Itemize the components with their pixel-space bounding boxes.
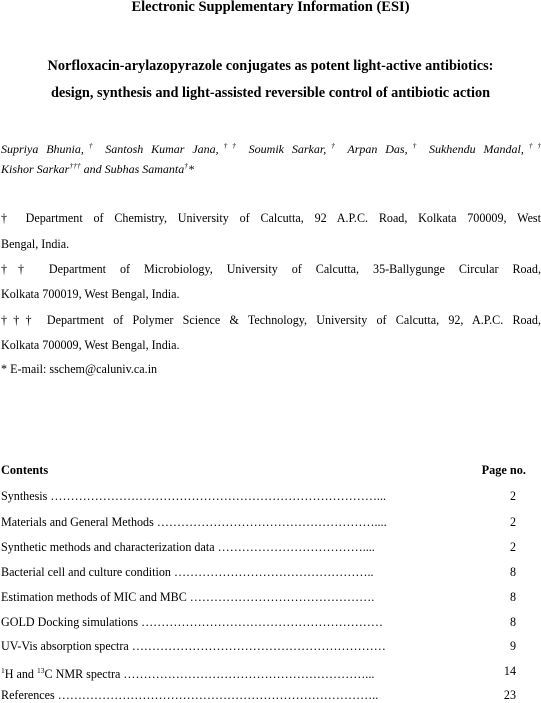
- isotope-superscript: 1: [1, 666, 5, 675]
- paper-title-line-1: Norfloxacin-arylazopyrazole conjugates as potent light-active antibiotics:: [47, 58, 494, 74]
- affiliation-mark: †††: [69, 161, 81, 170]
- toc-entry[interactable]: [1, 488, 541, 504]
- contact-email: * E-mail: sschem@caluniv.ca.in: [1, 362, 158, 376]
- contents-header: [1, 462, 541, 478]
- toc-entry-page: 23: [503, 688, 516, 702]
- toc-entry[interactable]: [1, 514, 541, 530]
- toc-entry-page: 8: [509, 565, 516, 579]
- affiliation-mark: †: [83, 141, 98, 150]
- affiliation-polymer-line-1: ††† Department of Polymer Science & Technology, University of Calcutta, 92, A.P.C. Road,: [1, 313, 541, 327]
- toc-entry-label: H and: [4, 667, 37, 681]
- corresponding-star: *: [188, 162, 195, 176]
- author-name: Kishor Sarkar: [1, 162, 70, 176]
- toc-entry-label: C NMR spectra ……………………………………………………...: [44, 667, 375, 681]
- author-name: Soumik Sarkar,: [248, 142, 327, 156]
- toc-entry[interactable]: [1, 564, 541, 580]
- toc-entry-label: Bacterial cell and culture condition …………………………………………..: [1, 565, 374, 579]
- author-name: and Subhas Samanta: [80, 162, 185, 176]
- toc-entry-page: 2: [509, 489, 516, 503]
- toc-entry-page: 9: [509, 639, 516, 653]
- author-list-line-2: [1, 158, 541, 177]
- toc-entry-label: Synthetic methods and characterization data ………………………………....: [1, 540, 375, 554]
- toc-entry-page: 14: [503, 664, 516, 678]
- esi-title: Electronic Supplementary Information (ESI): [131, 0, 410, 15]
- toc-entry-page: 8: [509, 615, 516, 629]
- affiliation-mark: ††: [523, 141, 541, 150]
- affiliation-microbiology-line-1: †† Department of Microbiology, University of Calcutta, 35-Ballygunge Circular Road,: [1, 262, 541, 276]
- paper-title-line-2: design, synthesis and light-assisted reversible control of antibiotic action: [50, 85, 491, 101]
- author-name: Supriya Bhunia,: [1, 142, 84, 156]
- affiliation-mark: †: [184, 161, 189, 170]
- affiliation-microbiology-line-2: Kolkata 700019, West Bengal, India.: [1, 287, 180, 301]
- affiliation-mark: ††: [218, 141, 241, 150]
- isotope-superscript: 13: [37, 666, 45, 675]
- toc-entry-page: 8: [509, 590, 516, 604]
- toc-entry[interactable]: [1, 539, 541, 555]
- toc-entry[interactable]: [1, 589, 541, 605]
- author-name: Sukhendu Mandal,: [428, 142, 524, 156]
- affiliation-chemistry-line-1: † Department of Chemistry, University of Calcutta, 92 A.P.C. Road, Kolkata 700009, West: [1, 211, 541, 225]
- toc-entry-page: 2: [509, 540, 516, 554]
- affiliation-chemistry-line-2: Bengal, India.: [1, 237, 70, 251]
- toc-entry-label: Estimation methods of MIC and MBC ……………………………………….: [1, 590, 375, 604]
- toc-entry[interactable]: [1, 663, 541, 682]
- toc-entry-label: Synthesis ………………………………………………………………………...: [1, 489, 386, 503]
- affiliation-mark: †: [326, 141, 340, 150]
- toc-entry[interactable]: [1, 638, 541, 654]
- toc-entry-label: GOLD Docking simulations ……………………………………………………: [1, 615, 383, 629]
- author-list-line-1: [1, 138, 541, 157]
- toc-entry-label: References ……………………………………………………………………..: [1, 688, 379, 702]
- contents-heading: Contents: [1, 463, 49, 477]
- affiliation-mark: †: [407, 141, 422, 150]
- toc-entry[interactable]: [1, 614, 541, 630]
- toc-entry-label: Materials and General Methods ………………………………………………....: [1, 515, 387, 529]
- toc-entry-label: UV-Vis absorption spectra ………………………………………………………: [1, 639, 386, 653]
- author-name: Arpan Das,: [347, 142, 408, 156]
- toc-entry[interactable]: [1, 687, 541, 703]
- affiliation-polymer-line-2: Kolkata 700009, West Bengal, India.: [1, 338, 180, 352]
- author-name: Santosh Kumar Jana,: [105, 142, 219, 156]
- page-number-heading: Page no.: [481, 463, 526, 477]
- toc-entry-page: 2: [509, 515, 516, 529]
